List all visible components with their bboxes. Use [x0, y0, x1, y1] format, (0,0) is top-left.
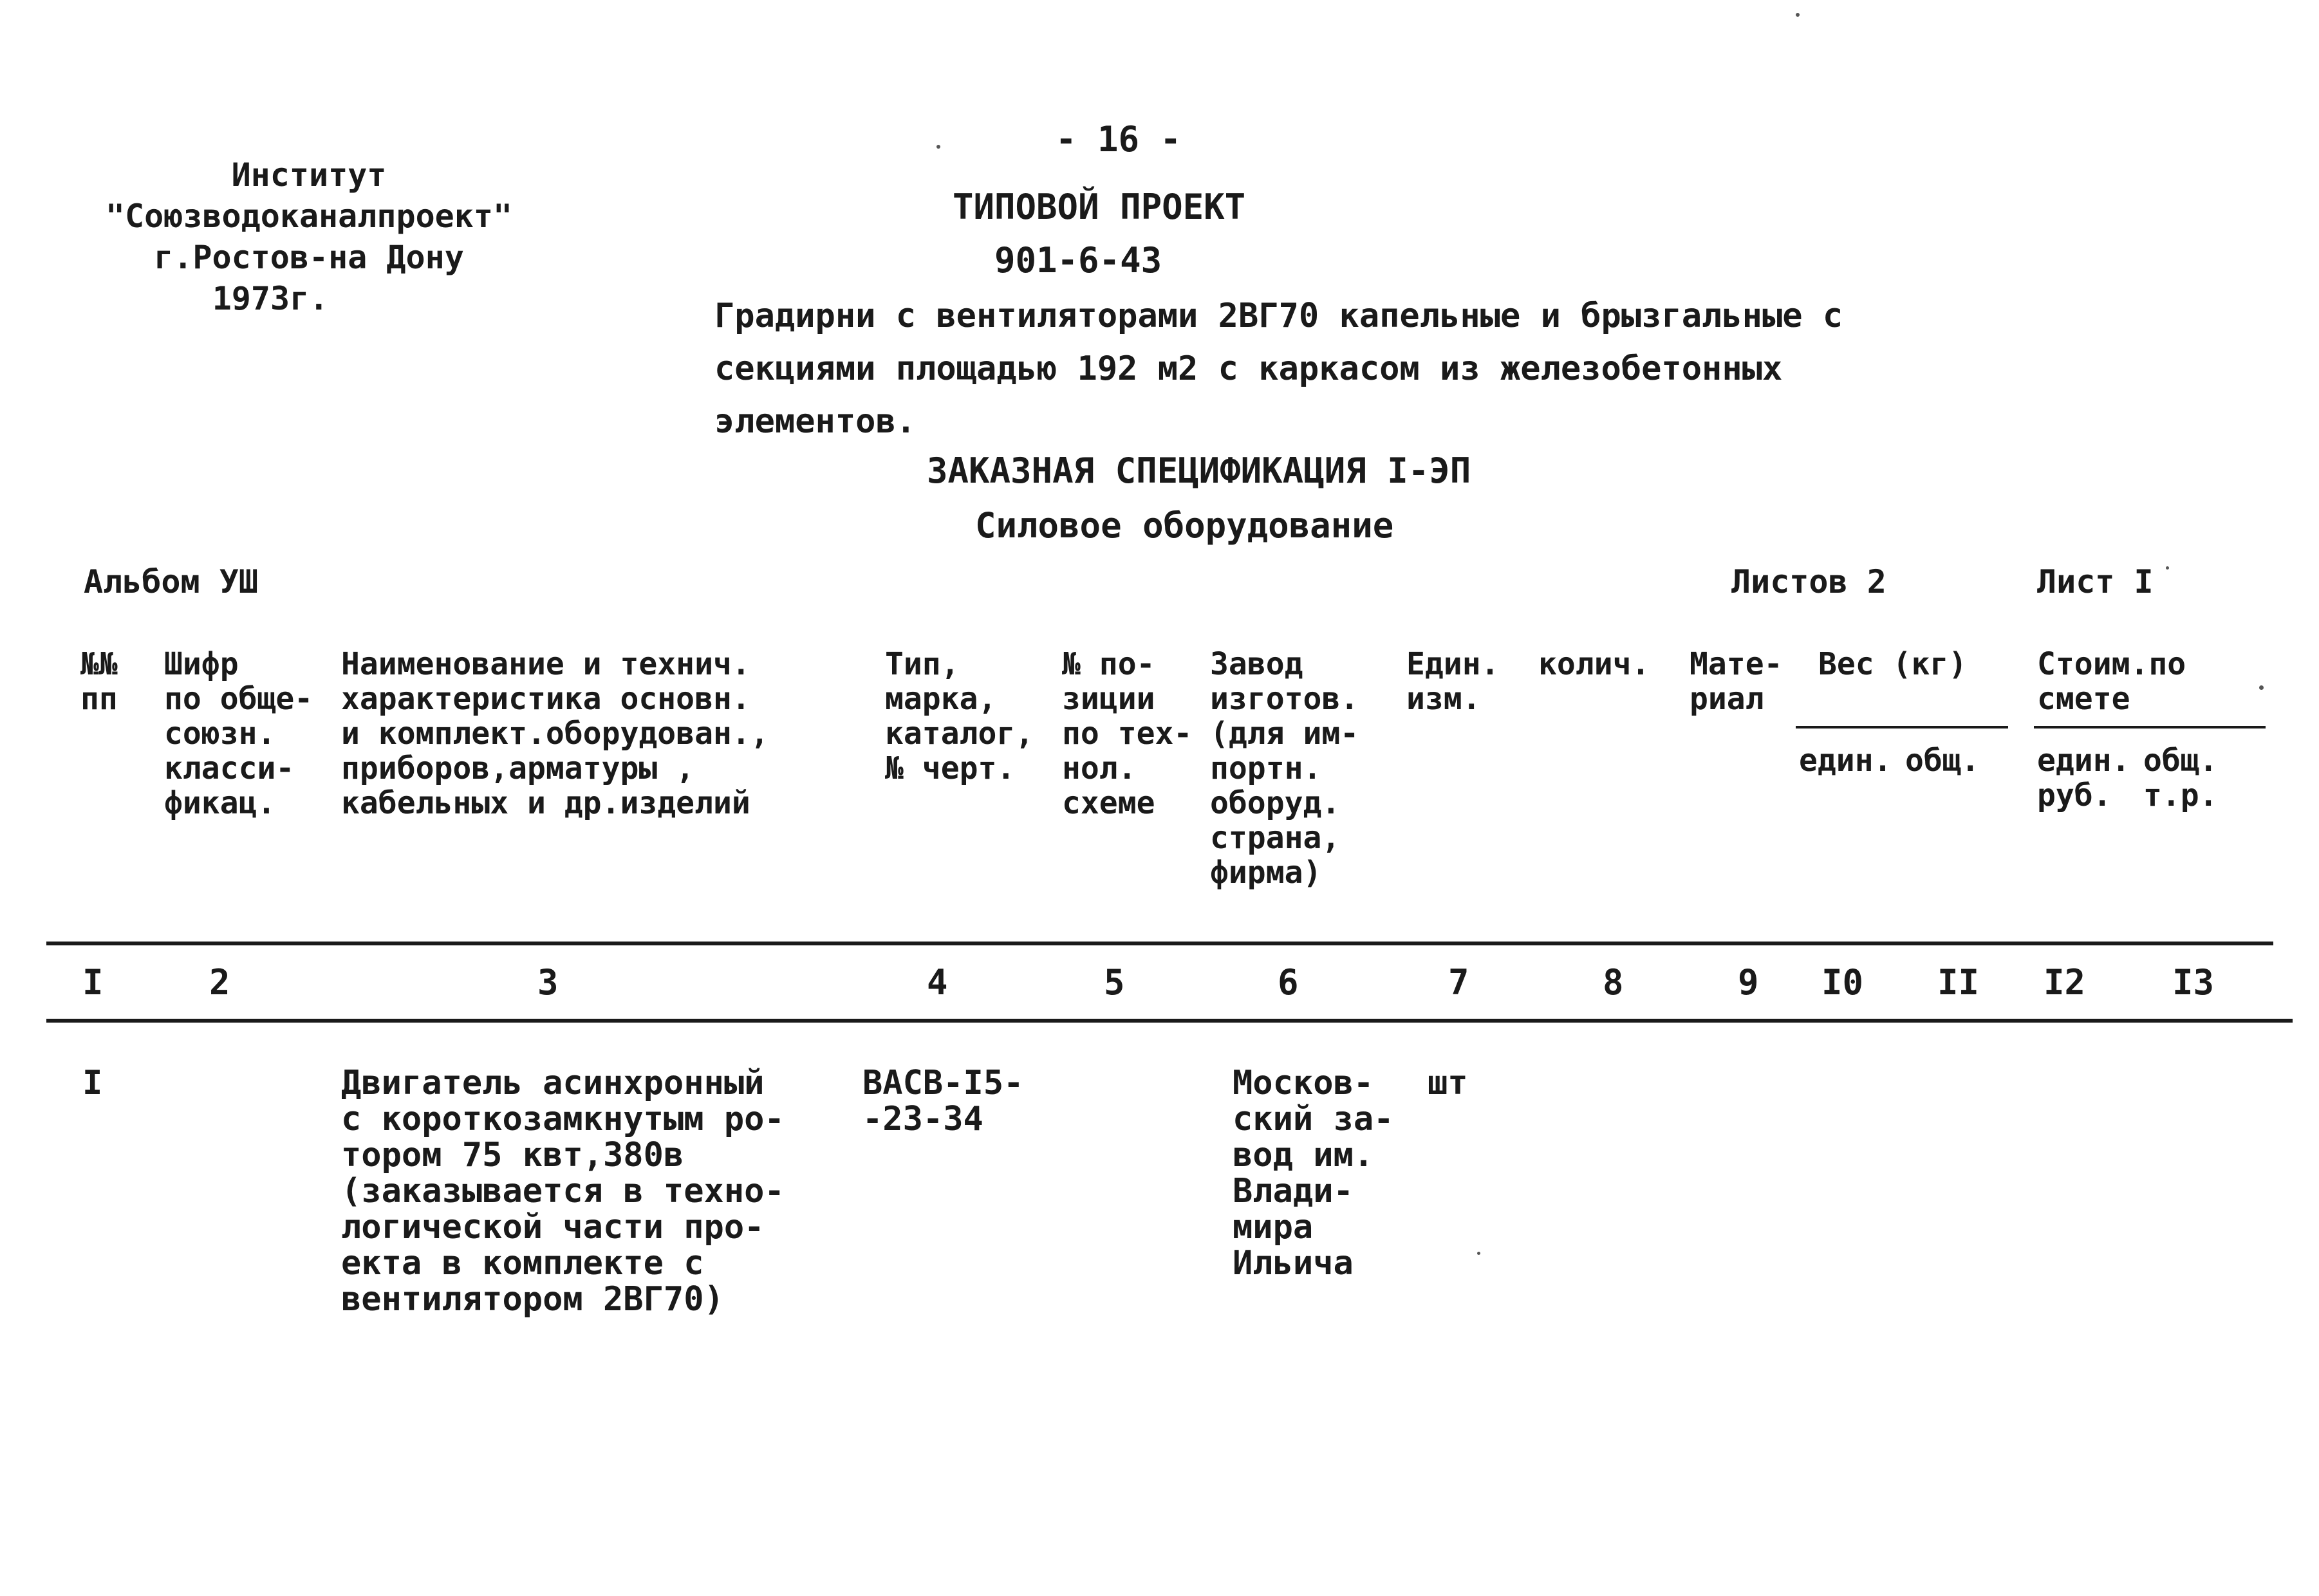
colnum-13: I3: [2172, 962, 2215, 1003]
institute-org: "Союзводоканалпроект": [105, 198, 513, 235]
spec-subtitle: Силовое оборудование: [975, 505, 1394, 546]
col-header-unit: Един. изм.: [1406, 646, 1500, 717]
col-header-type: Тип, марка, каталог, № черт.: [885, 646, 1034, 786]
colnum-2: 2: [209, 962, 230, 1003]
project-number: 901-6-43: [994, 240, 1162, 281]
scan-speck: [2259, 685, 2264, 690]
colnum-1: I: [82, 962, 104, 1003]
scan-speck: [1796, 13, 1800, 17]
colnum-9: 9: [1738, 962, 1759, 1003]
col-header-material: Мате- риал: [1690, 646, 1783, 717]
row-type: ВАСВ-I5- -23-34: [862, 1064, 1024, 1138]
colnum-8: 8: [1603, 962, 1624, 1003]
institute-city: г.Ростов-на Дону: [154, 239, 464, 276]
scan-speck: [936, 145, 940, 149]
col-header-cost-unit: един. руб.: [2037, 743, 2130, 813]
institute-name: Институт: [231, 156, 387, 194]
col-header-cost-total: общ. т.р.: [2143, 743, 2218, 813]
numbers-bottom-rule: [46, 1019, 2293, 1023]
col-header-cost: Стоим.по смете: [2037, 646, 2186, 717]
row-name: Двигатель асинхронный с короткозамкнутым ро- тором 75 квт,380в (заказывается в техно- логической части про- екта в комплекте с вентилятором 2ВГ70): [341, 1064, 785, 1319]
col-header-position: № по- зиции по тех- нол. схеме: [1062, 646, 1193, 821]
colnum-12: I2: [2044, 962, 2086, 1003]
col-header-qty: колич.: [1538, 646, 1650, 682]
col-header-name: Наименование и технич. характеристика основн. и комплект.оборудован., приборов,арматуры , кабельных и др.изделий: [341, 646, 769, 821]
colnum-3: 3: [537, 962, 559, 1003]
sheet-current: Лист I: [2037, 563, 2154, 600]
row-factory: Москов- ский за- вод им. Влади- мира Ильича: [1233, 1064, 1394, 1283]
sheets-total: Листов 2: [1731, 563, 1886, 600]
colnum-7: 7: [1448, 962, 1469, 1003]
institute-year: 1973г.: [212, 280, 329, 317]
row-unit: шт: [1428, 1064, 1468, 1102]
colnum-10: I0: [1821, 962, 1864, 1003]
colnum-11: II: [1937, 962, 1980, 1003]
cost-subheader-rule: [2034, 726, 2266, 728]
page-number: - 16 -: [1056, 119, 1182, 160]
weight-subheader-rule: [1796, 726, 2008, 728]
col-header-num: №№ пп: [80, 646, 118, 717]
album-label: Альбом УШ: [84, 563, 258, 600]
institute-block: [77, 154, 541, 319]
spec-title: ЗАКАЗНАЯ СПЕЦИФИКАЦИЯ I-ЭП: [927, 450, 1471, 491]
colnum-5: 5: [1104, 962, 1125, 1003]
header-bottom-rule: [46, 942, 2273, 945]
scan-speck: [2166, 566, 2169, 570]
colnum-4: 4: [927, 962, 948, 1003]
col-header-factory: Завод изготов. (для им- портн. оборуд. страна, фирма): [1210, 646, 1359, 891]
col-header-weight: Вес (кг): [1818, 646, 1968, 682]
scan-speck: [1477, 1252, 1480, 1255]
project-description: Градирни с вентиляторами 2ВГ70 капельные и брызгальные с секциями площадью 192 м2 с каркасом из железобетонных элементов.: [714, 297, 1843, 441]
col-header-code: Шифр по обще- союзн. класси- фикац.: [164, 646, 313, 821]
col-header-weight-unit: един.: [1799, 743, 1892, 779]
col-header-weight-total: общ.: [1905, 743, 1980, 779]
project-type: ТИПОВОЙ ПРОЕКТ: [953, 187, 1246, 227]
row-num: I: [82, 1064, 103, 1102]
colnum-6: 6: [1278, 962, 1299, 1003]
